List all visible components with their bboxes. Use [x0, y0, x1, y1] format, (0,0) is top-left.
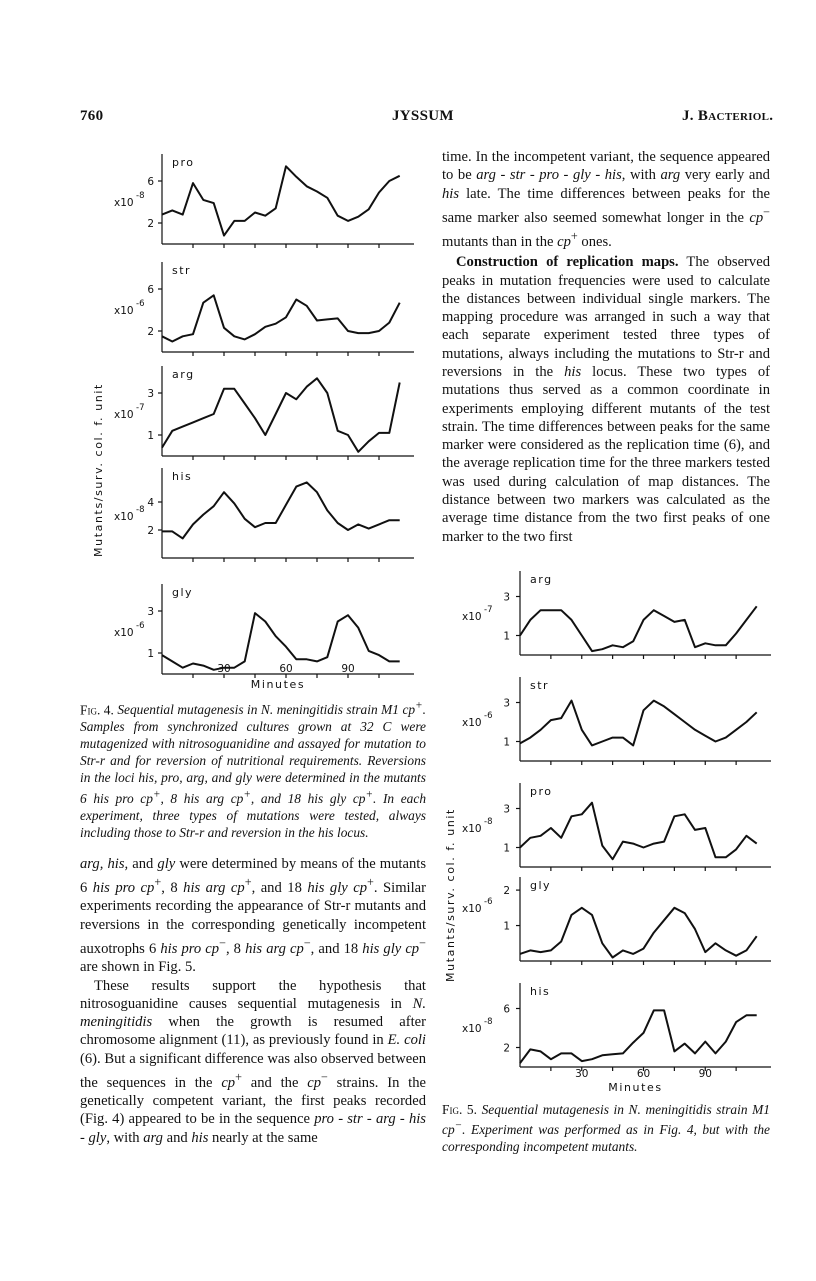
fig4-panel-gly	[114, 584, 414, 678]
left-column-text	[80, 855, 426, 1147]
fig4-gly-scale: x10	[114, 627, 134, 639]
fig4-gly-scale-exp: -6	[136, 621, 145, 631]
journal-reference: J. Bacteriol.	[682, 108, 774, 124]
figure-5-caption-body: Sequential mutagenesis in N. meningitidis strain M1 cp−. Experiment was performed as in Fig. 4, but with the corresponding incompetent mutants.	[442, 1102, 770, 1155]
fig4-his-scale: x10	[114, 511, 134, 523]
fig5-his-series-line	[520, 1010, 757, 1063]
fig4-his-ytick-label: 2	[147, 525, 154, 537]
fig5-y-axis-title: Mutants/surv. col. f. unit	[444, 808, 457, 982]
fig5-gly-label: gly	[530, 879, 552, 892]
fig5-pro-scale: x10	[462, 823, 482, 835]
fig4-arg-ytick-label: 1	[147, 430, 154, 442]
fig4-xtick-label: 30	[217, 663, 231, 675]
fig5-arg-label: arg	[530, 573, 553, 586]
fig4-his-scale-exp: -8	[136, 505, 145, 515]
fig4-pro-scale-exp: -8	[136, 191, 145, 201]
fig4-str-series-line	[162, 295, 400, 341]
fig4-panel-pro	[114, 154, 414, 248]
fig4-gly-series-line	[162, 613, 400, 670]
fig4-gly-ytick-label: 1	[147, 648, 154, 660]
fig4-panel-str	[114, 262, 414, 356]
figure-4-chart	[84, 140, 429, 695]
left-paragraph-2: These results support the hypothesis that nitrosoguanidine causes sequential mutagenesis in N. meningitidis when the growth is resumed after chromosome alignment (11), as previously found in E. coli (6). But a significant difference was also observed between the sequences in the cp+ and the cp− strains. In the genetically competent variant, the first peaks recorded (Fig. 4) appeared to be in the sequence pro - str - arg - his - gly, with arg and his nearly at the same	[80, 977, 426, 1146]
figure-4-caption-lead: Fig. 4.	[80, 702, 114, 718]
fig4-his-ytick-label: 4	[147, 497, 154, 509]
fig4-str-ytick-label: 6	[147, 284, 154, 296]
fig5-arg-scale: x10	[462, 611, 482, 623]
fig4-str-scale-exp: -6	[136, 299, 145, 309]
figure-4-caption-body: Sequential mutagenesis in N. meningitidis strain M1 cp+. Samples from synchronized cultures grown at 32 C were mutagenized with nitrosoguanidine and assayed for mutation to Str-r and for reversion of nutritional requirements. Reversions in the loci his, pro, arg, and gly were determined in the mutants 6 his pro cp+, 8 his arg cp+, and 18 his gly cp+. In each experiment, three types of mutations were tested, always including those to Str-r and reversion in the his locus.	[80, 700, 427, 840]
fig4-pro-scale: x10	[114, 197, 134, 209]
fig5-his-ytick-label: 2	[503, 1042, 510, 1055]
fig5-xtick-label: 90	[698, 1068, 712, 1080]
right-column-text	[442, 148, 770, 546]
fig4-gly-label: gly	[172, 586, 194, 599]
journal-running-title: JYSSUM	[392, 108, 454, 124]
fig5-str-ytick-label: 1	[503, 736, 510, 749]
fig5-gly-scale-exp: -6	[484, 896, 493, 907]
fig5-str-scale-exp: -6	[484, 711, 493, 721]
fig4-arg-label: arg	[172, 368, 195, 381]
fig4-panel-his	[114, 468, 414, 562]
fig4-str-label: str	[172, 264, 192, 277]
fig5-pro-scale-exp: -8	[484, 817, 493, 827]
fig5-pro-series-line	[520, 803, 757, 860]
fig5-panel-arg	[462, 571, 771, 659]
fig5-str-label: str	[530, 679, 550, 692]
fig5-xtick-label: 60	[636, 1068, 651, 1080]
page-number: 760	[80, 108, 104, 124]
fig5-arg-ytick-label: 1	[503, 630, 510, 643]
fig4-pro-label: pro	[172, 156, 195, 169]
fig5-panel-his	[462, 983, 771, 1071]
figure-5-chart	[440, 565, 775, 1103]
fig4-str-ytick-label: 2	[147, 326, 154, 338]
fig5-arg-ytick-label: 3	[503, 591, 510, 604]
fig4-arg-series-line	[162, 378, 400, 452]
fig4-y-axis-title: Mutants/surv. col. f. unit	[92, 383, 105, 557]
fig4-arg-scale-exp: -7	[136, 403, 145, 413]
fig5-gly-ytick-label: 2	[503, 885, 510, 898]
fig4-str-scale: x10	[114, 305, 134, 317]
fig5-his-scale: x10	[462, 1023, 482, 1035]
right-paragraph-1: time. In the incompetent variant, the sequence appeared to be arg - str - pro - gly - his, with arg very early and his late. The time differences between peaks for the same marker also seemed somewhat longer in the cp− mutants than in the cp+ ones.	[442, 149, 770, 250]
fig4-pro-series-line	[162, 166, 400, 235]
fig4-pro-ytick-label: 2	[147, 218, 154, 230]
fig5-gly-scale: x10	[462, 902, 482, 915]
fig5-his-scale-exp: -8	[484, 1017, 493, 1027]
fig5-arg-scale-exp: -7	[484, 605, 493, 615]
fig5-str-scale: x10	[462, 717, 482, 729]
figure-5-caption	[442, 1101, 770, 1155]
fig4-panel-arg	[114, 366, 414, 460]
fig5-panel-gly	[462, 877, 771, 965]
fig5-panel-str	[462, 677, 771, 765]
fig4-his-label: his	[172, 470, 193, 483]
fig5-gly-series-line	[520, 908, 757, 958]
fig5-str-series-line	[520, 701, 757, 746]
fig5-pro-ytick-label: 1	[503, 842, 510, 855]
fig4-x-axis-title: Minutes	[250, 678, 306, 691]
fig5-xtick-label: 30	[575, 1068, 589, 1080]
fig5-arg-series-line	[520, 606, 757, 651]
fig4-arg-scale: x10	[114, 409, 134, 421]
fig5-str-ytick-label: 3	[503, 697, 510, 710]
fig4-arg-ytick-label: 3	[147, 388, 154, 400]
figure-4-caption	[80, 698, 426, 841]
fig5-panel-pro	[462, 783, 771, 871]
fig5-gly-ytick-label: 1	[503, 920, 510, 933]
fig5-his-label: his	[530, 985, 551, 998]
fig5-x-axis-title: Minutes	[608, 1081, 663, 1094]
fig4-his-series-line	[162, 482, 400, 538]
fig5-pro-ytick-label: 3	[503, 803, 510, 816]
left-paragraph-1: arg, his, and gly were determined by means of the mutants 6 his pro cp+, 8 his arg cp+, and 18 his gly cp+. Similar experiments recording the appearance of Str-r mutants and reversions in the corresponding genetically incompetent auxotrophs 6 his pro cp−, 8 his arg cp−, and 18 his gly cp− are shown in Fig. 5.	[80, 856, 426, 976]
fig4-xtick-label: 60	[279, 663, 293, 675]
fig4-gly-ytick-label: 3	[147, 606, 154, 618]
fig4-xtick-label: 90	[341, 663, 355, 675]
right-paragraph-2: Construction of replication maps. The observed peaks in mutation frequencies were used to calculate the distances between individual single markers. The mapping procedure was arranged in such a way that each separate experiment tested three types of mutations, always including the mutations to Str-r and reversions in the his locus. These two types of mutations thus served as a common coordinate in experiments employing different mutants of the test strain. The time differences between peaks for the same marker were considered as the replication time (6), and the average replication time for the three markers tested was used during calculation of map distances. The distance between two markers was calculated as the average time distance from the two first peaks of one marker to the two first	[442, 254, 770, 545]
fig5-pro-label: pro	[530, 785, 553, 798]
fig5-his-ytick-label: 6	[503, 1003, 510, 1016]
fig4-pro-ytick-label: 6	[147, 176, 154, 188]
figure-5-caption-lead: Fig. 5.	[442, 1102, 477, 1117]
